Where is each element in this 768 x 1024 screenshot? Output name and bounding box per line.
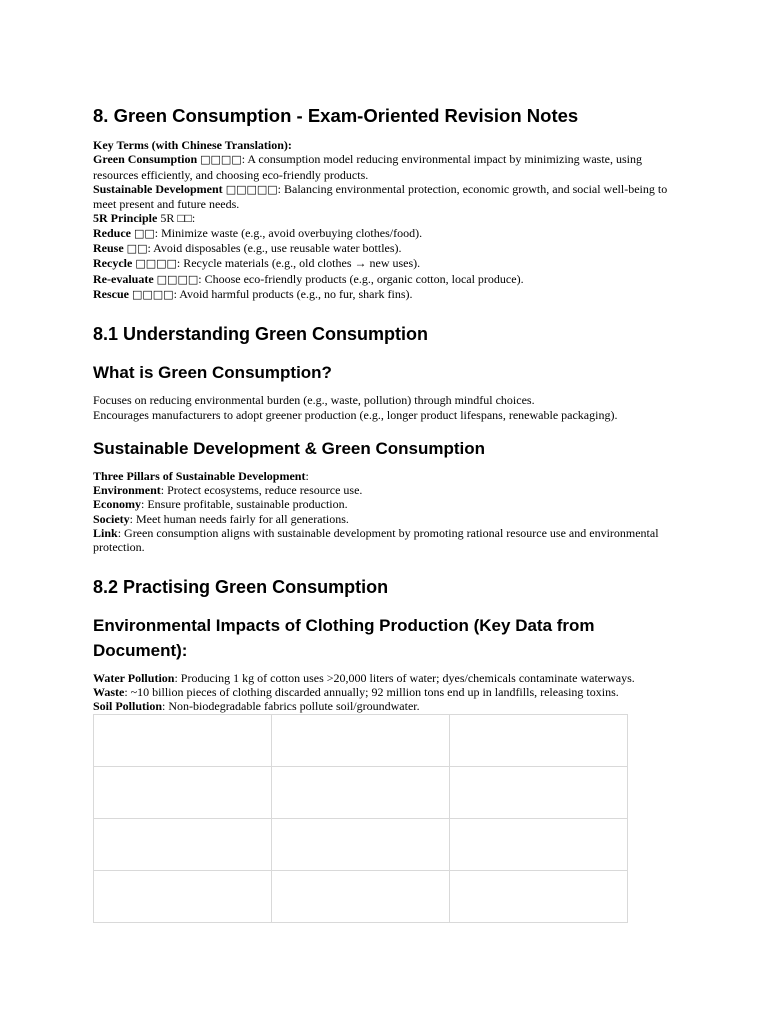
key-terms-block: [93, 138, 683, 302]
sd-link: Link: Green consumption aligns with sustainable development by promoting rational resource use and environmental protection.: [93, 526, 659, 555]
pillar-economy: Economy: Ensure profitable, sustainable production.: [93, 497, 348, 512]
table-cell: [272, 870, 450, 922]
page-title: 8. Green Consumption - Exam-Oriented Revision Notes: [93, 105, 579, 126]
key-terms-heading: Key Terms (with Chinese Translation):: [93, 138, 292, 152]
term-reuse: Reuse □□: Avoid disposables (e.g., use reusable water bottles).: [93, 241, 402, 256]
sd-block: [93, 469, 683, 555]
term-rescue: Rescue □□□□: Avoid harmful products (e.g., no fur, shark fins).: [93, 286, 413, 301]
table-cell: [272, 766, 450, 818]
empty-table: [93, 714, 628, 923]
sd-heading: Sustainable Development & Green Consumption: [93, 438, 486, 458]
term-sustainable-development: Sustainable Development □□□□□: Balancing environmental protection, economic growth, and social well-being to meet present and future needs.: [93, 181, 668, 212]
section-8-2-heading: 8.2 Practising Green Consumption: [93, 576, 389, 597]
term-reduce: Reduce □□: Minimize waste (e.g., avoid overbuying clothes/food).: [93, 225, 423, 240]
table-row: [94, 818, 628, 870]
impact-soil: Soil Pollution: Non-biodegradable fabrics pollute soil/groundwater.: [93, 699, 420, 714]
term-5r-principle: 5R Principle 5R □□:: [93, 211, 196, 226]
table-cell: [450, 818, 628, 870]
pillar-society: Society: Meet human needs fairly for all generations.: [93, 511, 349, 526]
impact-waste: Waste: ~10 billion pieces of clothing discarded annually; 92 million tons end up in landfills, releasing toxins.: [93, 684, 619, 699]
term-recycle: Recycle □□□□: Recycle materials (e.g., old clothes → new uses).: [93, 256, 421, 271]
table-row: [94, 714, 628, 766]
table-row: [94, 766, 628, 818]
table-cell: [450, 766, 628, 818]
table-cell: [450, 714, 628, 766]
term-reevaluate: Re-evaluate □□□□: Choose eco-friendly products (e.g., organic cotton, local produce).: [93, 271, 524, 286]
what-is-line: Encourages manufacturers to adopt greener production (e.g., longer product lifespans, renewable packaging).: [93, 407, 618, 422]
impacts-heading: Environmental Impacts of Clothing Production (Key Data from Document):: [93, 615, 595, 660]
table-cell: [94, 714, 272, 766]
impacts-block: [93, 671, 683, 714]
table-cell: [94, 766, 272, 818]
table-cell: [94, 818, 272, 870]
pillars-heading: Three Pillars of Sustainable Development:: [93, 468, 309, 483]
document-page: [93, 104, 683, 923]
what-is-block: [93, 393, 683, 422]
term-green-consumption: Green Consumption □□□□: A consumption model reducing environmental impact by minimizing waste, using resources efficiently, and choosing eco-friendly products.: [93, 152, 642, 182]
table-cell: [272, 818, 450, 870]
pillar-environment: Environment: Protect ecosystems, reduce resource use.: [93, 483, 363, 498]
impact-water: Water Pollution: Producing 1 kg of cotton uses >20,000 liters of water; dyes/chemicals contaminate waterways.: [93, 670, 635, 685]
table-row: [94, 870, 628, 922]
table-cell: [272, 714, 450, 766]
table-cell: [450, 870, 628, 922]
what-is-line: Focuses on reducing environmental burden (e.g., waste, pollution) through mindful choices.: [93, 393, 535, 408]
table-cell: [94, 870, 272, 922]
section-8-1-heading: 8.1 Understanding Green Consumption: [93, 324, 429, 345]
what-is-heading: What is Green Consumption?: [93, 363, 332, 383]
